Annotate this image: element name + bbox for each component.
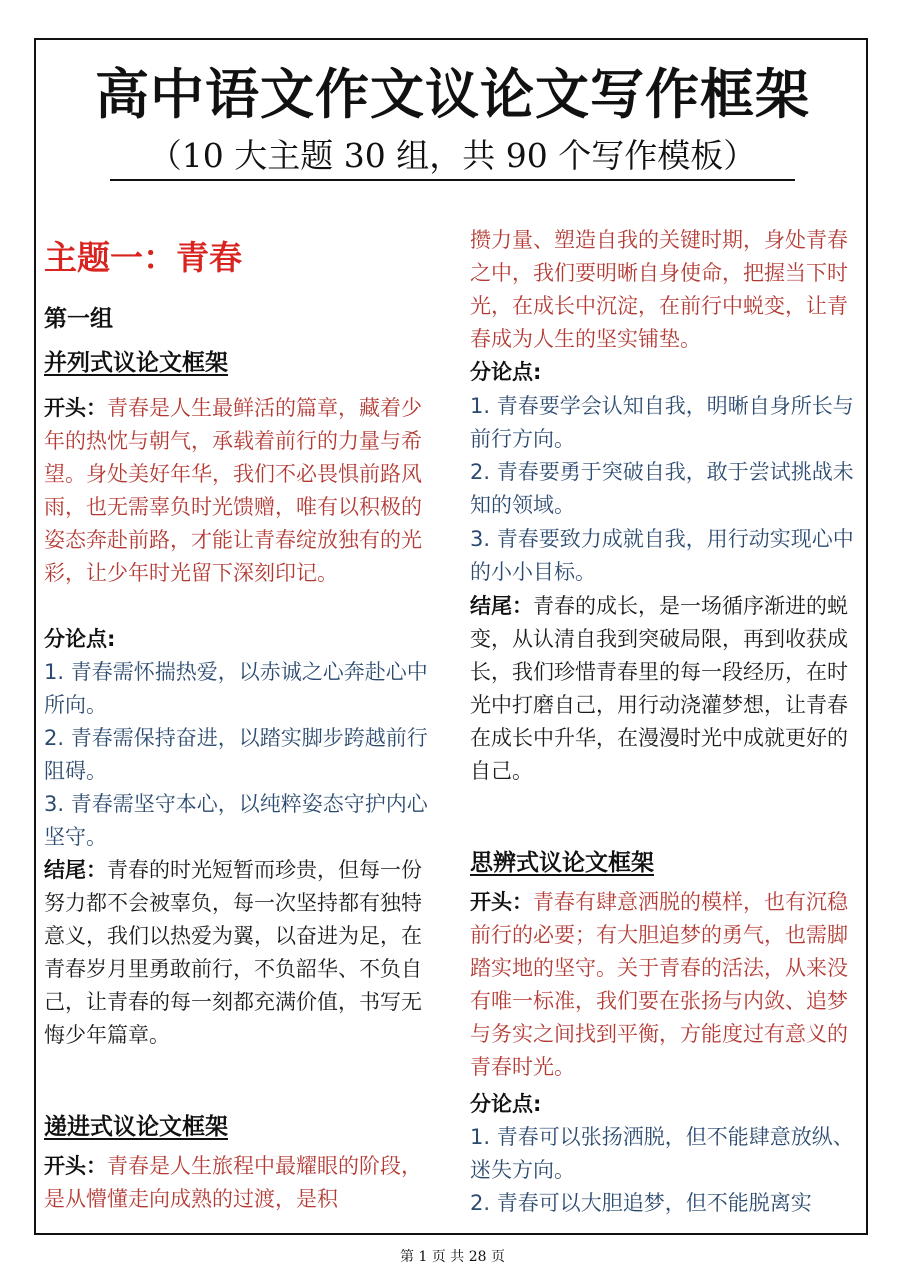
- end-paragraph: [470, 590, 862, 788]
- end-text: 青春的成长，是一场循序渐进的蜕变，从认清自我到突破局限，再到收获成长，我们珍惜青春里的每一段经历，在时光中打磨自己，用行动浇灌梦想，让青春在成长中升华，在漫漫时光中成就更好的自己。: [470, 594, 848, 783]
- point-item: 3. 青春要致力成就自我，用行动实现心中的小小目标。: [470, 527, 854, 584]
- intro-paragraph: [44, 392, 436, 590]
- point-item: 3. 青春需坚守本心，以纯粹姿态守护内心坚守。: [44, 792, 428, 849]
- intro-text: 青春是人生最鲜活的篇章，藏着少年的热忱与朝气，承载着前行的力量与希望。身处美好年华，我们不必畏惧前路风雨，也无需辜负时光馈赠，唯有以积极的姿态奔赴前路，才能让青春绽放独有的光彩，让少年时光留下深刻印记。: [44, 396, 422, 585]
- points-label: 分论点:: [470, 1092, 542, 1116]
- end-label: 结尾：: [44, 858, 107, 882]
- point-item: 1. 青春可以张扬洒脱，但不能肆意放纵、迷失方向。: [470, 1125, 854, 1182]
- intro-text: 青春有肆意洒脱的模样，也有沉稳前行的必要；有大胆追梦的勇气，也需脚踏实地的坚守。关于青春的活法，从来没有唯一标准，我们要在张扬与内敛、追梦与务实之间找到平衡，方能度过有意义的青春时光。: [470, 890, 848, 1079]
- section-title-progressive: 递进式议论文框架: [44, 1114, 228, 1140]
- theme-heading: 主题一：青春: [44, 238, 242, 277]
- intro-paragraph: [44, 1150, 436, 1216]
- point-item: 2. 青春要勇于突破自我，敢于尝试挑战未知的领域。: [470, 460, 854, 517]
- page-number: 第 1 页 共 28 页: [400, 1249, 505, 1265]
- intro-label: 开头：: [44, 1154, 107, 1178]
- group-heading: 第一组: [44, 306, 113, 332]
- end-text: 青春的时光短暂而珍贵，但每一份努力都不会被辜负，每一次坚持都有独特意义，我们以热爱为翼，以奋进为足，在青春岁月里勇敢前行，不负韶华、不负自己，让青春的每一刻都充满价值，书写无悔少年篇章。: [44, 858, 422, 1047]
- intro-text: 青春是人生旅程中最耀眼的阶段，是从懵懂走向成熟的过渡，是积: [44, 1154, 422, 1211]
- points-label: 分论点:: [470, 360, 542, 384]
- intro-paragraph: [470, 886, 862, 1084]
- point-item: 1. 青春要学会认知自我，明晰自身所长与前行方向。: [470, 394, 854, 451]
- point-item: 2. 青春需保持奋进，以踏实脚步跨越前行阻碍。: [44, 726, 428, 783]
- intro-label: 开头：: [470, 890, 533, 914]
- section-title-parallel: 并列式议论文框架: [44, 350, 228, 376]
- intro-label: 开头：: [44, 396, 107, 420]
- intro-continued-text: 攒力量、塑造自我的关键时期，身处青春之中，我们要明晰自身使命，把握当下时光，在成长中沉淀，在前行中蜕变，让青春成为人生的坚实铺垫。: [470, 228, 848, 351]
- point-item: 2. 青春可以大胆追梦，但不能脱离实: [470, 1191, 812, 1215]
- end-label: 结尾：: [470, 594, 533, 618]
- section-title-dialectical: 思辨式议论文框架: [470, 850, 654, 876]
- points-label: 分论点:: [44, 627, 116, 651]
- point-item: 1. 青春需怀揣热爱，以赤诚之心奔赴心中所向。: [44, 660, 428, 717]
- page-subtitle: （10 大主题 30 组，共 90 个写作模板）: [110, 130, 795, 181]
- page-title: 高中语文作文议论文写作框架: [95, 63, 810, 126]
- end-paragraph: [44, 854, 436, 1052]
